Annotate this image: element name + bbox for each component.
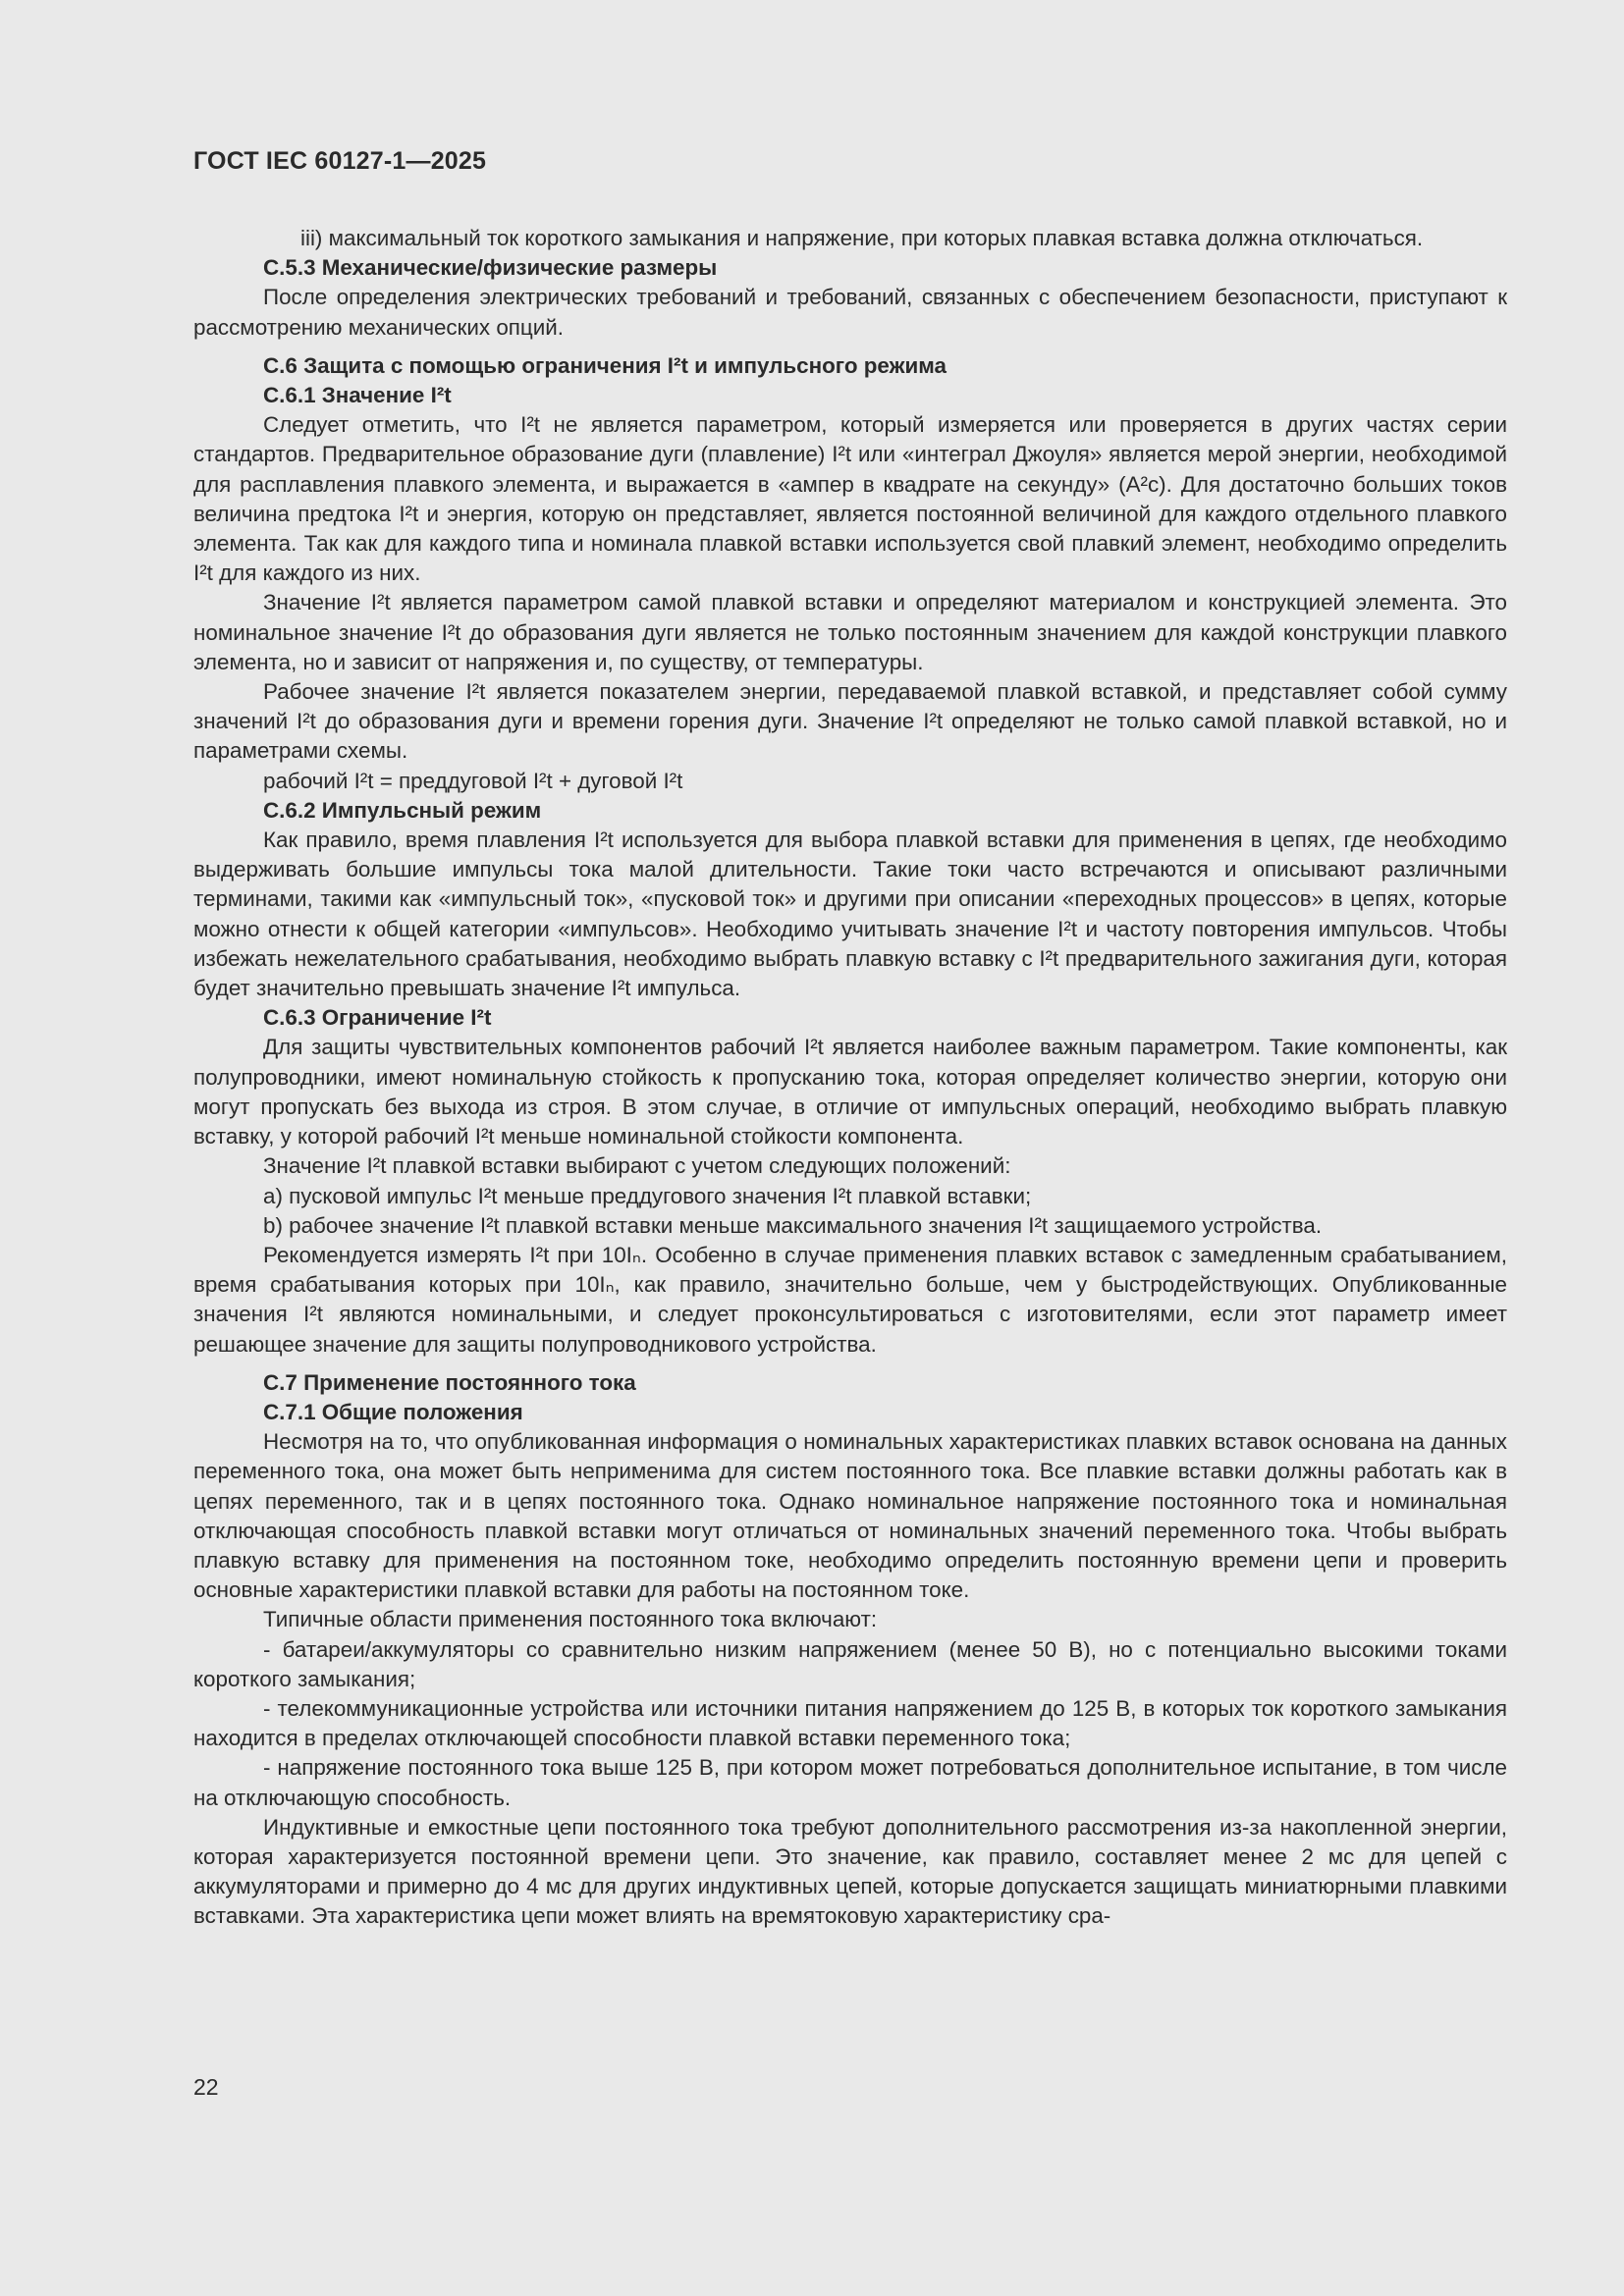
section-heading-c63: C.6.3 Ограничение I²t [263,1005,492,1031]
section-heading-c62: C.6.2 Импульсный режим [263,797,542,823]
list-item-dash: - напряжение постоянного тока выше 125 В, при котором может потребоваться дополнительное испытание, в том числе на отключающую способность. [193,1755,1507,1810]
paragraph: Для защиты чувствительных компонентов рабочий I²t является наиболее важным параметром. Такие компоненты, как полупроводники, имеют номинальную стойкость к пропусканию тока, которая определяет количество энергии, которую они могут пропускать без выхода из строя. В этом случае, в отличие от импульсных операций, необходимо выбрать плавкую вставку, у которой рабочий I²t меньше номинальной стойкости компонента. [193,1035,1507,1149]
paragraph: Следует отметить, что I²t не является параметром, который измеряется или проверяется в других частях серии стандартов. Предварительное образование дуги (плавление) I²t или «интеграл Джоуля» является мерой энергии, необходимой для расплавления плавкого элемента, и выражается в «ампер в квадрате на секунду» (A²c). Для достаточно больших токов величина предтока I²t и энергия, которую он представляет, является постоянной величиной для каждого отдельного плавкого элемента. Так как для каждого типа и номинала плавкой вставки используется свой плавкий элемент, необходимо определить I²t для каждого из них. [193,412,1507,586]
formula-line: рабочий I²t = преддуговой I²t + дуговой I²t [263,768,683,793]
paragraph: После определения электрических требований и требований, связанных с обеспечением безопасности, приступают к рассмотрению механических опций. [193,285,1507,340]
list-item-dash: - батареи/аккумуляторы со сравнительно низким напряжением (менее 50 В), но с потенциально высокими токами короткого замыкания; [193,1636,1507,1691]
paragraph: Значение I²t плавкой вставки выбирают с учетом следующих положений: [263,1153,1011,1179]
paragraph: Индуктивные и емкостные цепи постоянного тока требуют дополнительного рассмотрения из-за накопленной энергии, которая характеризуется постоянной времени цепи. Это значение, как правило, составляет менее 2 мс для цепей с аккумуляторами и примерно до 4 мс для других индуктивных цепей, которые допускается защищать миниатюрными плавкими вставками. Эта характеристика цепи может влиять на времятоковую характеристику сра- [193,1814,1507,1929]
list-item-iii: iii) максимальный ток короткого замыкания и напряжение, при которых плавкая вставка должна отключаться. [300,226,1424,250]
paragraph: Как правило, время плавления I²t используется для выбора плавкой вставки для применения в цепях, где необходимо выдерживать большие импульсы тока малой длительности. Такие токи часто встречаются и описывают различными терминами, такими как «импульсный ток», «пусковой ток» и другими при описании «переходных процессов» в цепях, которые можно отнести к общей категории «импульсов». Необходимо учитывать значение I²t и частоту повторения импульсов. Чтобы избежать нежелательного срабатывания, необходимо выбрать плавкую вставку с I²t предварительного зажигания дуги, которая будет значительно превышать значение I²t импульса. [193,828,1507,1001]
paragraph: Типичные области применения постоянного тока включают: [263,1607,878,1632]
paragraph: Значение I²t является параметром самой плавкой вставки и определяют материалом и конструкцией элемента. Это номинальное значение I²t до образования дуги является не только постоянным значением для каждой конструкции плавкого элемента, но и зависит от напряжения и, по существу, от температуры. [193,590,1508,674]
page-number: 22 [193,2074,219,2100]
document-header: ГОСТ IEC 60127-1—2025 [193,147,487,175]
list-item-a: a) пусковой импульс I²t меньше преддугового значения I²t плавкой вставки; [263,1183,1032,1208]
section-heading-c7: C.7 Применение постоянного тока [263,1369,636,1395]
paragraph: Несмотря на то, что опубликованная информация о номинальных характеристиках плавких вставок основана на данных переменного тока, она может быть неприменима для систем постоянного тока. Все плавкие вставки должны работать как в цепях переменного, так и в цепях постоянного тока. Однако номинальное напряжение постоянного тока и номинальная отключающая способность плавкой вставки могут отличаться от номинальных значений переменного тока. Чтобы выбрать плавкую вставку для применения на постоянном токе, необходимо определить постоянную времени цепи и проверить основные характеристики плавкой вставки для работы на постоянном токе. [193,1429,1507,1603]
section-heading-c6: C.6 Защита с помощью ограничения I²t и импульсного режима [263,352,947,378]
section-heading-c61: C.6.1 Значение I²t [263,383,452,408]
paragraph: Рекомендуется измерять I²t при 10Iₙ. Особенно в случае применения плавких вставок с замедленным срабатыванием, время срабатывания которых при 10Iₙ, как правило, значительно больше, чем у быстродействующих. Опубликованные значения I²t являются номинальными, и следует проконсультироваться с изготовителями, если этот параметр имеет решающее значение для защиты полупроводникового устройства. [193,1242,1507,1357]
section-heading-c71: C.7.1 Общие положения [263,1399,523,1424]
paragraph: Рабочее значение I²t является показателем энергии, передаваемой плавкой вставкой, и представляет собой сумму значений I²t до образования дуги и времени горения дуги. Значение I²t определяют не только самой плавкой вставкой, но и параметрами схемы. [193,679,1507,764]
section-heading-c53: C.5.3 Механические/физические размеры [263,255,718,281]
list-item-b: b) рабочее значение I²t плавкой вставки меньше максимального значения I²t защищаемого устройства. [263,1212,1323,1238]
document-body [193,224,1507,1932]
list-item-dash: - телекоммуникационные устройства или источники питания напряжением до 125 В, в которых ток короткого замыкания находится в пределах отключающей способности плавкой вставки переменного тока; [193,1695,1507,1751]
